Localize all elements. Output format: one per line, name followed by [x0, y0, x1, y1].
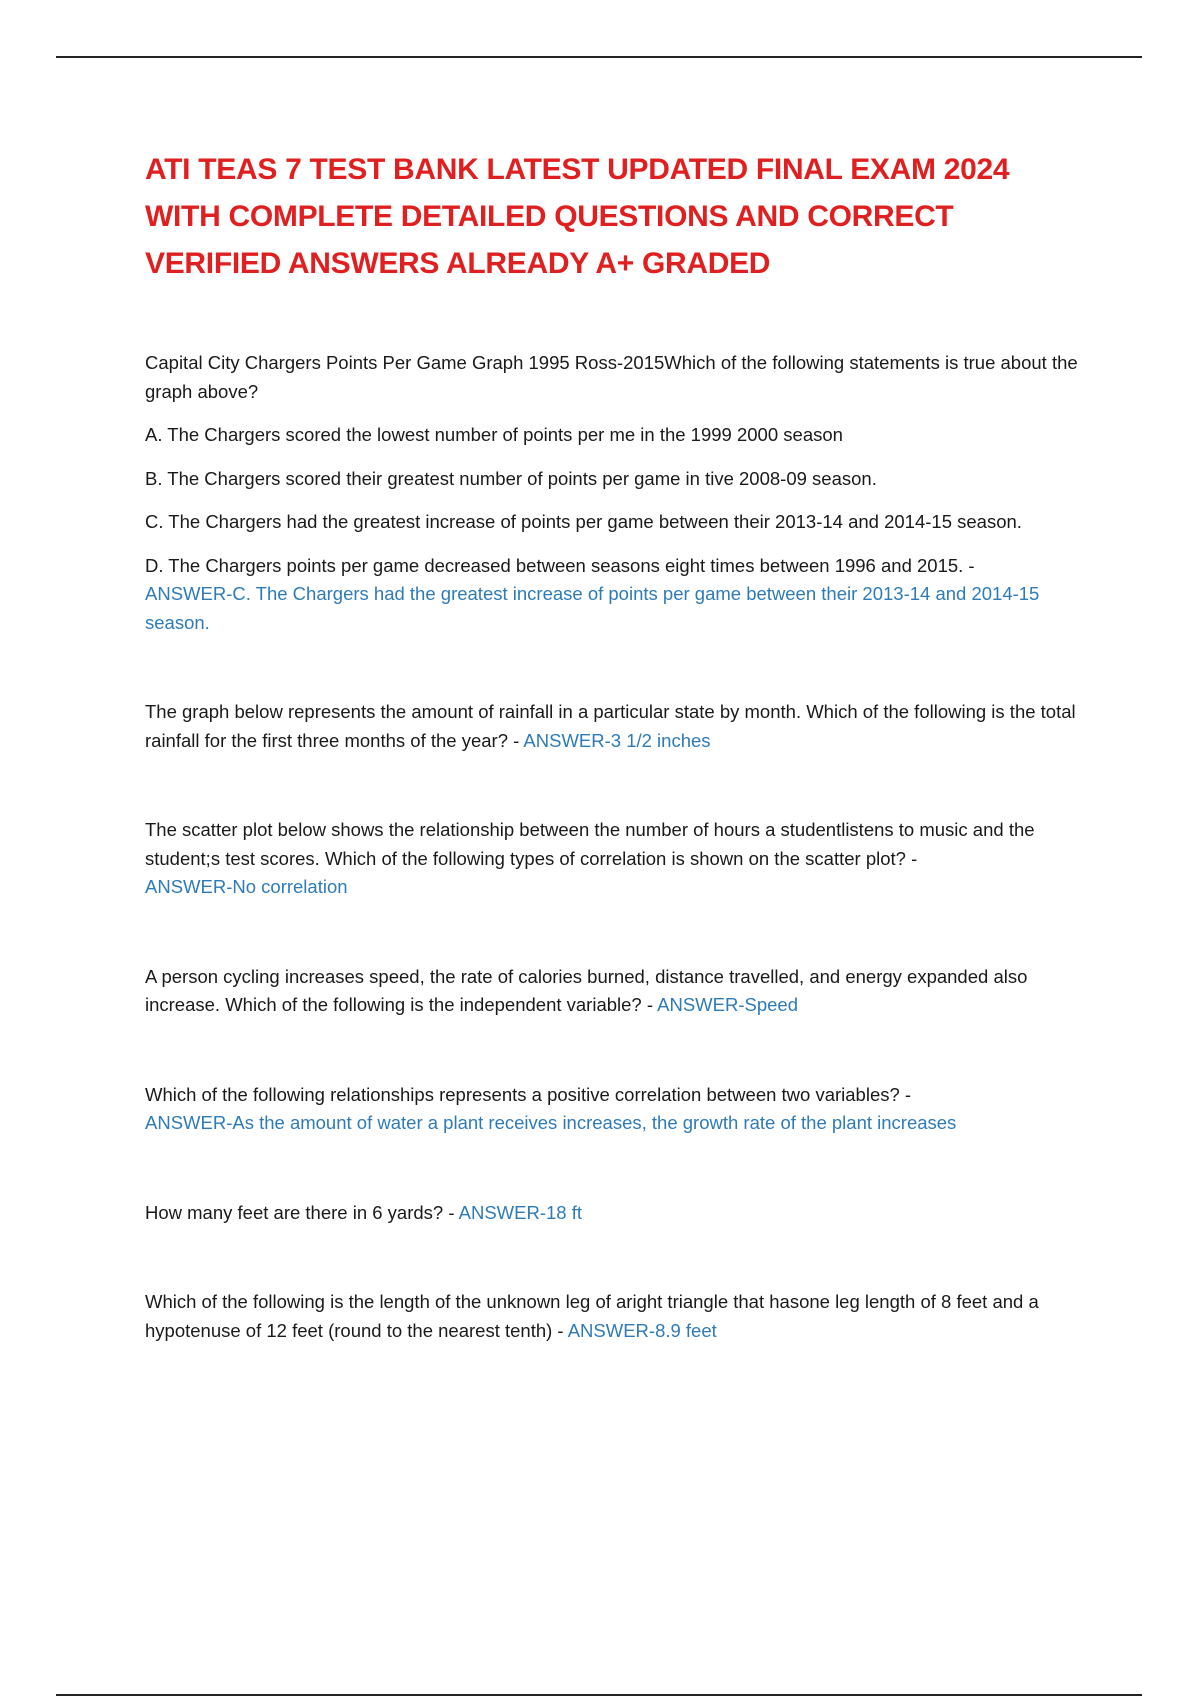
- question-1-text: Capital City Chargers Points Per Game Graph 1995 Ross-2015Which of the following statements is true about the graph above?: [145, 352, 1078, 402]
- question-1-answer: ANSWER-C. The Chargers had the greatest increase of points per game between their 2013-14 and 2014-15 season.: [145, 583, 1040, 633]
- title-line-3: VERIFIED ANSWERS ALREADY A+ GRADED: [145, 247, 771, 280]
- question-2: [145, 698, 1095, 755]
- question-7: [145, 1288, 1095, 1345]
- question-6-answer: ANSWER-18 ft: [458, 1201, 582, 1223]
- question-7-text: Which of the following is the length of the unknown leg of aright triangle that hasone leg length of 8 feet and a hypotenuse of 12 feet (round to the nearest tenth) -: [145, 1291, 1039, 1341]
- question-5-answer: ANSWER-As the amount of water a plant receives increases, the growth rate of the plant increases: [145, 1112, 957, 1133]
- question-5-text: Which of the following relationships represents a positive correlation between two variables? -: [145, 1083, 912, 1105]
- question-2-text: The graph below represents the amount of rainfall in a particular state by month. Which of the following is the total rainfall for the first three months of the year? -: [145, 701, 1076, 751]
- top-rule: [56, 56, 1142, 58]
- question-1-option-d: [145, 552, 1095, 638]
- question-7-answer: ANSWER-8.9 feet: [567, 1319, 717, 1341]
- question-2-answer: ANSWER-3 1/2 inches: [523, 729, 711, 751]
- question-5: [145, 1081, 1095, 1138]
- title-line-2: WITH COMPLETE DETAILED QUESTIONS AND CORRECT: [145, 200, 954, 233]
- question-4-answer: ANSWER-Speed: [657, 994, 798, 1015]
- title-line-1: ATI TEAS 7 TEST BANK LATEST UPDATED FINAL EXAM 2024: [145, 153, 1010, 186]
- question-1-option-c: C. The Chargers had the greatest increase of points per game between their 2013-14 and 2014-15 season.: [145, 511, 1022, 532]
- question-3-answer: ANSWER-No correlation: [145, 876, 348, 897]
- question-6: [145, 1199, 1095, 1228]
- question-3: [145, 816, 1095, 902]
- question-1-option-d-text: D. The Chargers points per game decreased between seasons eight times between 1996 and 2015. -: [145, 554, 975, 576]
- question-4-text: A person cycling increases speed, the rate of calories burned, distance travelled, and energy expanded also increase. Which of the following is the independent variable? -: [145, 965, 1028, 1015]
- bottom-rule: [56, 1694, 1142, 1696]
- question-4: [145, 963, 1095, 1020]
- question-1: [145, 349, 1095, 637]
- question-3-text: The scatter plot below shows the relationship between the number of hours a studentlistens to music and the student;s test scores. Which of the following types of correlation is shown on the scatter plot? -: [145, 819, 1035, 869]
- question-6-text: How many feet are there in 6 yards? -: [145, 1201, 459, 1223]
- question-1-option-b: B. The Chargers scored their greatest number of points per game in tive 2008-09 season.: [145, 467, 877, 489]
- question-1-option-a: A. The Chargers scored the lowest number of points per me in the 1999 2000 season: [145, 424, 843, 445]
- document-title: [145, 146, 1095, 287]
- document-body: [145, 146, 1095, 1345]
